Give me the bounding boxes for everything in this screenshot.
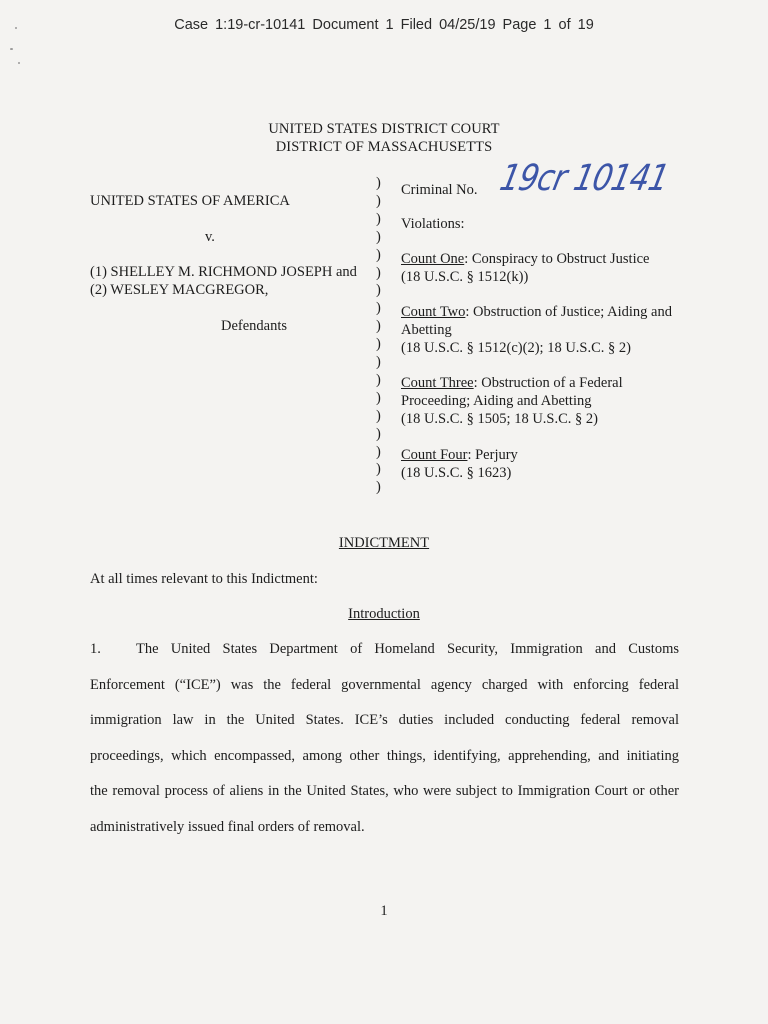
court-name: UNITED STATES DISTRICT COURT xyxy=(268,121,500,137)
count-text: : Conspiracy to Obstruct Justice xyxy=(464,251,650,267)
handwritten-case-number: 19cr 10141 xyxy=(496,158,672,199)
caption-paren: ) xyxy=(376,192,381,209)
filing-header: Case 1:19-cr-10141 Document 1 Filed 04/25/19 Page 1 of 19 xyxy=(174,17,594,33)
count-statute: (18 U.S.C. § 1512(c)(2); 18 U.S.C. § 2) xyxy=(401,340,631,356)
paragraph-line: the removal process of aliens in the United States, who were subject to Immigration Court or other xyxy=(90,783,679,799)
caption-paren: ) xyxy=(376,318,381,335)
caption-paren: ) xyxy=(376,264,381,281)
caption-paren: ) xyxy=(376,210,381,227)
introduction-heading: Introduction xyxy=(348,606,420,622)
defendants-label: Defendants xyxy=(221,318,288,334)
caption-paren: ) xyxy=(376,246,381,263)
count-title: Count One xyxy=(401,251,465,267)
caption-paren: ) xyxy=(376,300,381,317)
plaintiff-name: UNITED STATES OF AMERICA xyxy=(90,193,290,209)
count-title: Count Four xyxy=(401,447,468,463)
paragraph-line: Enforcement (“ICE”) was the federal governmental agency charged with enforcing federal xyxy=(90,677,679,693)
page-number: 1 xyxy=(380,903,388,919)
caption-paren: ) xyxy=(376,407,381,424)
criminal-no-label: Criminal No. xyxy=(401,182,478,198)
count-one xyxy=(401,251,650,268)
caption-paren: ) xyxy=(376,371,381,388)
defendant-2: (2) WESLEY MACGREGOR, xyxy=(90,282,269,298)
caption-paren: ) xyxy=(376,228,381,245)
paragraph-line: proceedings, which encompassed, among other things, identifying, apprehending, and initiating xyxy=(90,748,679,764)
caption-paren: ) xyxy=(376,479,381,496)
paragraph-line: The United States Department of Homeland Security, Immigration and Customs xyxy=(136,641,679,657)
caption-paren: ) xyxy=(376,354,381,370)
count-text: Proceeding; Aiding and Abetting xyxy=(401,393,592,409)
versus: v. xyxy=(205,229,215,245)
caption-paren: ) xyxy=(376,443,381,460)
caption-paren: ) xyxy=(376,175,381,191)
count-text: Abetting xyxy=(401,322,452,338)
violations-label: Violations: xyxy=(401,216,465,232)
court-district: DISTRICT OF MASSACHUSETTS xyxy=(275,139,493,155)
relevant-times: At all times relevant to this Indictment: xyxy=(90,571,318,587)
paragraph-number: 1. xyxy=(90,641,101,657)
caption-paren: ) xyxy=(376,389,381,406)
count-statute: (18 U.S.C. § 1623) xyxy=(401,465,512,481)
defendant-1: (1) SHELLEY M. RICHMOND JOSEPH and xyxy=(90,264,357,280)
scan-speck xyxy=(18,62,20,64)
count-two xyxy=(401,304,672,321)
caption-paren: ) xyxy=(376,425,381,442)
count-title: Count Two xyxy=(401,304,466,320)
count-statute: (18 U.S.C. § 1512(k)) xyxy=(401,269,529,285)
count-text: : Obstruction of Justice; Aiding and xyxy=(465,304,672,320)
indictment-heading: INDICTMENT xyxy=(338,535,430,551)
count-title: Count Three xyxy=(401,375,474,391)
count-three xyxy=(401,375,623,392)
count-four xyxy=(401,447,518,464)
count-text: : Perjury xyxy=(467,447,518,463)
count-statute: (18 U.S.C. § 1505; 18 U.S.C. § 2) xyxy=(401,411,598,427)
scan-speck xyxy=(10,48,13,50)
count-text: : Obstruction of a Federal xyxy=(473,375,623,391)
paragraph-line: immigration law in the United States. ICE’s duties included conducting federal removal xyxy=(90,712,679,728)
paragraph-line: administratively issued final orders of removal. xyxy=(90,819,365,835)
caption-paren: ) xyxy=(376,282,381,299)
caption-paren: ) xyxy=(376,336,381,353)
caption-paren: ) xyxy=(376,461,381,478)
